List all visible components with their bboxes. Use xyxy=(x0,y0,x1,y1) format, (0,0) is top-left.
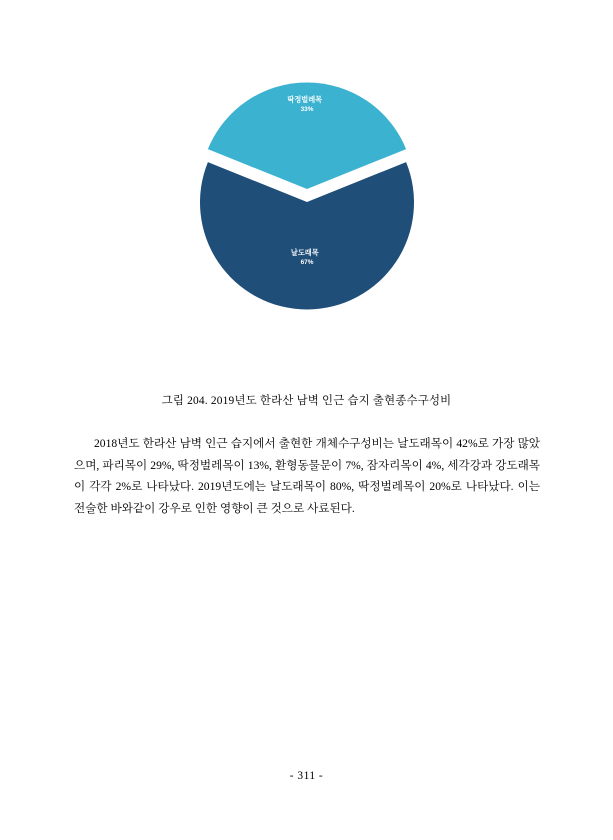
pie-chart-svg xyxy=(172,50,442,340)
page-number: - 311 - xyxy=(289,770,324,782)
pie-chart-figure xyxy=(0,50,613,380)
pie-slice-ttakjeong xyxy=(207,82,405,189)
pie-slice-label-ttakjeong: 딱정벌레목 33% xyxy=(286,95,322,113)
pie-chart xyxy=(172,50,442,340)
body-paragraph: 2018년도 한라산 남벽 인근 습지에서 출현한 개체수구성비는 날도래목이 42%로 가장 많았으며, 파리목이 29%, 딱정벌레목이 13%, 환형동물문이 7%, 잠자리목이 4%, 세각강과 강도래목이 각각 2%로 나타났다. 2019년도에는 날도래목이 80%, 딱정벌레목이 20%로 나타났다. 이는 전술한 바와같이 강우로 인한 영향이 큰 것으로 사료된다. xyxy=(74,437,540,515)
figure-caption: 그림 204. 2019년도 한라산 남벽 인근 습지 출현종수구성비 xyxy=(161,395,452,407)
pie-slice-label-naldorae: 날도래목 67% xyxy=(290,248,319,266)
